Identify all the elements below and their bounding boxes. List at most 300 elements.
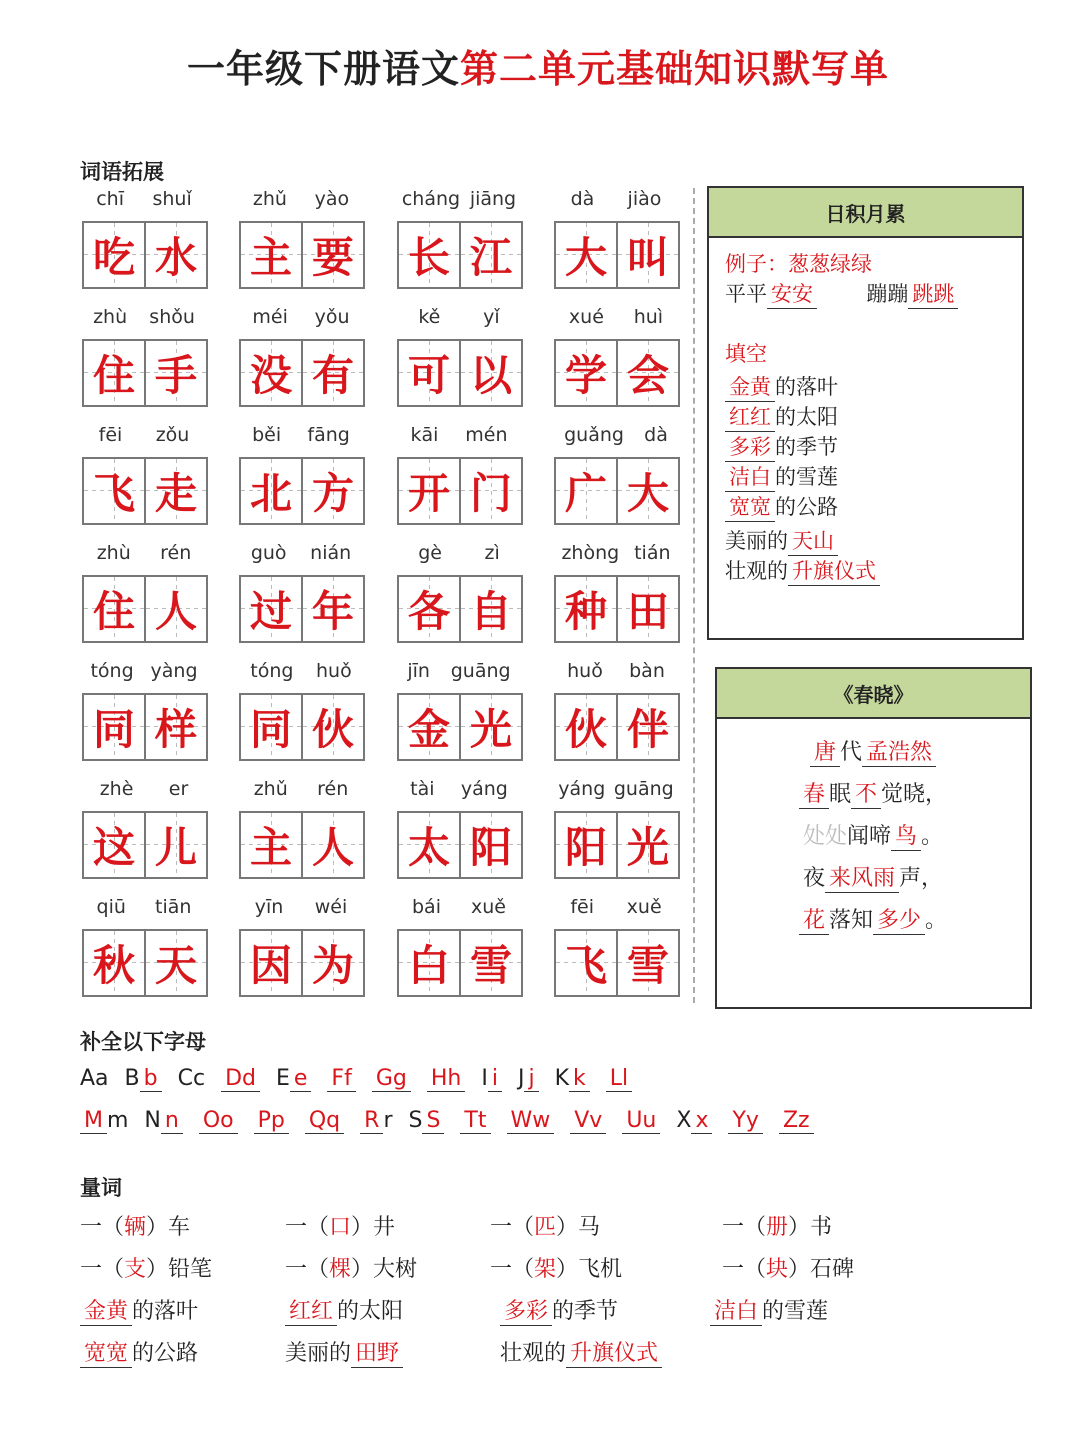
pinyin: [554, 424, 678, 450]
fill-answer: 多彩: [725, 431, 775, 462]
measure-post: ）铅笔: [146, 1257, 213, 1282]
hanzi: 雪: [459, 931, 521, 995]
word-cell: [554, 306, 678, 424]
word-cell: [397, 188, 521, 306]
fill-row-1: [80, 1294, 910, 1326]
pinyin: [554, 896, 678, 922]
pinyin-syllable: méi: [252, 306, 288, 328]
alpha-given: I: [481, 1066, 488, 1091]
fill-rest: 的落叶: [132, 1299, 199, 1324]
alphabet-pair: [427, 1066, 466, 1092]
pinyin-syllable: fēi: [570, 896, 594, 918]
pinyin: [397, 306, 521, 332]
measure-pre: 一（: [490, 1257, 535, 1282]
fill-rest: 的太阳: [775, 405, 838, 429]
alpha-given: Aa: [80, 1066, 109, 1091]
pinyin-syllable: yàng: [150, 660, 198, 682]
alpha-answer: Ll: [606, 1066, 632, 1092]
alpha-answer: Tt: [460, 1108, 490, 1134]
measure-post: ）车: [146, 1215, 191, 1240]
hanzi: 江: [459, 223, 521, 287]
hanzi: 光: [616, 813, 678, 877]
pinyin-syllable: tài: [410, 778, 435, 800]
tianzige-box: [397, 575, 523, 643]
riji-example: 例子：葱葱绿绿: [725, 252, 872, 276]
riji-tail-1: 美丽的 天山: [725, 525, 838, 556]
hanzi: 人: [301, 813, 363, 877]
hanzi: 吃: [84, 223, 144, 287]
pinyin-syllable: zhòng: [561, 542, 620, 564]
tianzige-box: [554, 811, 680, 879]
word-row: [82, 188, 687, 306]
hanzi: 伴: [616, 695, 678, 759]
word-grid: [82, 188, 687, 1003]
measure-pre: 一（: [722, 1215, 767, 1240]
poem-line-2: 处处闻啼 鸟 。: [717, 819, 1029, 851]
pinyin: [397, 424, 521, 450]
pinyin-syllable: zì: [484, 542, 500, 564]
tianzige-box: [82, 811, 208, 879]
measure-answer: 匹: [534, 1215, 557, 1240]
alphabet-pair: [622, 1108, 660, 1134]
pinyin-syllable: zǒu: [155, 424, 190, 446]
tianzige-box: [239, 339, 365, 407]
word-row: [82, 660, 687, 778]
pinyin-syllable: yīn: [254, 896, 284, 918]
pinyin-syllable: zhù: [96, 542, 131, 564]
poem-line-1: 春 眠 不 觉晓，: [717, 777, 1029, 809]
fill-answer: 金黄: [725, 371, 775, 402]
pinyin: [397, 778, 521, 804]
pinyin-syllable: wéi: [314, 896, 348, 918]
hanzi: 大: [616, 459, 678, 523]
tianzige-box: [554, 693, 680, 761]
poem-title: 《春晓》: [717, 669, 1030, 719]
pinyin-syllable: yáng: [558, 778, 606, 800]
hanzi: 住: [84, 341, 144, 405]
alphabet-pair: [305, 1108, 344, 1134]
pinyin: [239, 542, 363, 568]
word-cell: [82, 424, 206, 542]
word-row: [82, 542, 687, 660]
alpha-answer: Yy: [728, 1108, 762, 1134]
alphabet-pair: [144, 1108, 182, 1134]
measure-pre: 一（: [80, 1257, 125, 1282]
pinyin-syllable: chī: [96, 188, 125, 210]
tianzige-box: [239, 929, 365, 997]
hanzi: 会: [616, 341, 678, 405]
pinyin: [397, 896, 521, 922]
title-black: 一年级下册语文: [186, 46, 460, 91]
fill-row-2: 宽宽 的公路 美丽的 田野 壮观的 升旗仪式: [80, 1336, 662, 1368]
alpha-answer: j: [524, 1066, 538, 1092]
alpha-row-2: [80, 1108, 830, 1134]
riji-fill-item: [725, 431, 838, 462]
title-red: 第二单元基础知识默写单: [460, 46, 890, 91]
pinyin-syllable: zhè: [99, 778, 134, 800]
tianzige-box: [554, 457, 680, 525]
hanzi: 同: [84, 695, 144, 759]
word-cell: [82, 660, 206, 778]
hanzi: 长: [399, 223, 459, 287]
alpha-section-label: 补全以下字母: [80, 1030, 206, 1054]
fill-item: [80, 1294, 285, 1326]
alpha-given: Cc: [177, 1066, 206, 1091]
hanzi: 有: [301, 341, 363, 405]
alphabet-pair: [372, 1066, 411, 1092]
hanzi: 主: [241, 223, 301, 287]
alpha-answer: i: [488, 1066, 502, 1092]
tianzige-box: [397, 339, 523, 407]
pinyin-syllable: fāng: [307, 424, 350, 446]
hanzi: 为: [301, 931, 363, 995]
alphabet-pair: [555, 1066, 590, 1092]
pinyin-syllable: kāi: [410, 424, 439, 446]
word-cell: [82, 542, 206, 660]
pinyin-syllable: bàn: [629, 660, 665, 682]
hanzi: 广: [556, 459, 616, 523]
hanzi: 住: [84, 577, 144, 641]
pinyin-syllable: jīn: [407, 660, 430, 682]
hanzi: 北: [241, 459, 301, 523]
riji-fill-item: [725, 401, 838, 432]
word-cell: [82, 778, 206, 896]
hanzi: 可: [399, 341, 459, 405]
measure-post: ）马: [556, 1215, 601, 1240]
poem-panel: [715, 667, 1032, 1009]
hanzi: 大: [556, 223, 616, 287]
measure-item: [80, 1252, 285, 1283]
tianzige-box: [397, 811, 523, 879]
tianzige-box: [554, 221, 680, 289]
pinyin: [397, 542, 521, 568]
alpha-answer: Uu: [622, 1108, 660, 1134]
pinyin-syllable: xué: [568, 306, 604, 328]
fill-item: [710, 1294, 910, 1326]
alpha-answer: e: [290, 1066, 312, 1092]
word-cell: [397, 778, 521, 896]
alpha-given: X: [676, 1108, 692, 1133]
pinyin: [82, 424, 206, 450]
fill-rest: 的落叶: [775, 375, 838, 399]
pinyin: [82, 778, 206, 804]
pinyin-syllable: huǒ: [567, 660, 603, 682]
alphabet-pair: [570, 1108, 606, 1134]
poem-line-3: 夜 来风雨 声，: [717, 861, 1029, 893]
pinyin: [239, 424, 363, 450]
riji-fill-item: [725, 371, 838, 402]
pinyin-syllable: guò: [250, 542, 287, 564]
measure-item: [490, 1252, 722, 1283]
alpha-answer: Ww: [507, 1108, 555, 1134]
measure-answer: 棵: [329, 1257, 352, 1282]
pinyin-syllable: guāng: [450, 660, 511, 682]
hanzi: 没: [241, 341, 301, 405]
word-cell: [239, 542, 363, 660]
fill-rest: 的雪莲: [762, 1299, 829, 1324]
tianzige-box: [397, 929, 523, 997]
pinyin-syllable: guǎng: [564, 424, 624, 446]
tianzige-box: [239, 457, 365, 525]
alphabet-pair: [360, 1108, 392, 1134]
measure-item: [490, 1210, 722, 1241]
word-cell: [239, 424, 363, 542]
word-cell: [554, 424, 678, 542]
measure-section-label: 量词: [80, 1176, 122, 1200]
riji-title: 日积月累: [709, 188, 1022, 238]
hanzi: 白: [399, 931, 459, 995]
measure-answer: 口: [329, 1215, 352, 1240]
fill-answer: 多彩: [500, 1294, 552, 1326]
tianzige-box: [239, 221, 365, 289]
alphabet-pair: [125, 1066, 162, 1092]
measure-post: ）石碑: [788, 1257, 855, 1282]
measure-pre: 一（: [285, 1215, 330, 1240]
pinyin-syllable: yáng: [460, 778, 508, 800]
pinyin-syllable: er: [168, 778, 189, 800]
hanzi: 太: [399, 813, 459, 877]
word-cell: [554, 188, 678, 306]
pinyin-syllable: tóng: [90, 660, 134, 682]
hanzi: 阳: [459, 813, 521, 877]
pinyin-syllable: fēi: [98, 424, 123, 446]
word-cell: [239, 778, 363, 896]
pinyin-syllable: yào: [314, 188, 350, 210]
poem-line-4: 花 落知 多少 。: [717, 903, 1029, 935]
hanzi: 这: [84, 813, 144, 877]
hanzi: 学: [556, 341, 616, 405]
alphabet-pair: [460, 1108, 490, 1134]
alpha-answer: M: [80, 1108, 107, 1134]
alphabet-pair: [728, 1108, 762, 1134]
alpha-given: K: [554, 1066, 570, 1091]
alpha-answer: Zz: [779, 1108, 814, 1134]
hanzi: 方: [301, 459, 363, 523]
alphabet-pair: [276, 1066, 311, 1092]
fill-rest: 的季节: [552, 1299, 619, 1324]
tianzige-box: [239, 811, 365, 879]
tianzige-box: [82, 457, 208, 525]
hanzi: 走: [144, 459, 206, 523]
word-cell: [239, 188, 363, 306]
hanzi: 过: [241, 577, 301, 641]
alpha-answer: Oo: [199, 1108, 238, 1134]
word-cell: [554, 896, 678, 1014]
measure-post: ）井: [351, 1215, 396, 1240]
hanzi: 光: [459, 695, 521, 759]
alphabet-pair: [80, 1108, 128, 1134]
measure-item: [80, 1210, 285, 1241]
alpha-answer: Vv: [570, 1108, 606, 1134]
pinyin: [554, 660, 678, 686]
hanzi: 雪: [616, 931, 678, 995]
alpha-answer: Ff: [327, 1066, 355, 1092]
pinyin: [554, 188, 678, 214]
alpha-row-1: [80, 1066, 648, 1092]
pinyin-syllable: bái: [412, 896, 441, 918]
pinyin-syllable: tóng: [250, 660, 294, 682]
alpha-answer: x: [691, 1108, 712, 1134]
pinyin-syllable: yǐ: [483, 306, 500, 328]
pinyin: [239, 188, 363, 214]
pinyin-syllable: xuě: [626, 896, 662, 918]
hanzi: 年: [301, 577, 363, 641]
alpha-answer: Gg: [372, 1066, 411, 1092]
pinyin: [82, 896, 206, 922]
alpha-answer: S: [422, 1108, 444, 1134]
hanzi: 伙: [301, 695, 363, 759]
pinyin-syllable: nián: [310, 542, 352, 564]
word-row: [82, 306, 687, 424]
alpha-answer: k: [569, 1066, 590, 1092]
pinyin-syllable: guāng: [613, 778, 674, 800]
hanzi: 叫: [616, 223, 678, 287]
measure-row-1: [80, 1210, 922, 1241]
alphabet-pair: [779, 1108, 814, 1134]
measure-pre: 一（: [722, 1257, 767, 1282]
tianzige-box: [82, 929, 208, 997]
measure-answer: 架: [534, 1257, 557, 1282]
alphabet-pair: [221, 1066, 260, 1092]
hanzi: 以: [459, 341, 521, 405]
pinyin-syllable: dà: [570, 188, 595, 210]
word-cell: [82, 896, 206, 1014]
hanzi: 手: [144, 341, 206, 405]
hanzi: 天: [144, 931, 206, 995]
measure-answer: 辆: [124, 1215, 147, 1240]
alphabet-pair: [507, 1108, 555, 1134]
pinyin-syllable: rén: [317, 778, 349, 800]
pinyin-syllable: xuě: [471, 896, 506, 918]
fill-rest: 的太阳: [337, 1299, 404, 1324]
fill-answer: 宽宽: [725, 491, 775, 522]
word-cell: [397, 896, 521, 1014]
hanzi: 金: [399, 695, 459, 759]
alpha-given: S: [408, 1108, 423, 1133]
alphabet-pair: [178, 1066, 205, 1091]
words-section-label: 词语拓展: [80, 160, 164, 184]
word-cell: [397, 306, 521, 424]
alpha-given: N: [144, 1108, 161, 1133]
hanzi: 飞: [84, 459, 144, 523]
measure-row-2: [80, 1252, 922, 1283]
pinyin: [397, 188, 521, 214]
pinyin-syllable: cháng: [401, 188, 461, 210]
alphabet-pair: [606, 1066, 632, 1092]
pinyin-syllable: běi: [252, 424, 282, 446]
hanzi: 水: [144, 223, 206, 287]
word-row: [82, 896, 687, 1014]
hanzi: 飞: [556, 931, 616, 995]
alpha-answer: b: [140, 1066, 162, 1092]
pinyin-syllable: zhù: [93, 306, 128, 328]
pinyin-syllable: tiān: [155, 896, 192, 918]
pinyin: [82, 188, 206, 214]
measure-answer: 册: [766, 1215, 789, 1240]
fill-answer: 洁白: [725, 461, 775, 492]
tianzige-box: [239, 693, 365, 761]
hanzi: 田: [616, 577, 678, 641]
pinyin: [239, 778, 363, 804]
measure-post: ）大树: [351, 1257, 418, 1282]
pinyin: [554, 306, 678, 332]
word-cell: [554, 542, 678, 660]
word-cell: [239, 896, 363, 1014]
hanzi: 因: [241, 931, 301, 995]
pinyin: [239, 660, 363, 686]
alpha-answer: Dd: [221, 1066, 260, 1092]
measure-item: [722, 1210, 922, 1241]
word-row: [82, 778, 687, 896]
pinyin-syllable: jiào: [627, 188, 662, 210]
pinyin-syllable: shǒu: [149, 306, 195, 328]
measure-item: [285, 1252, 490, 1283]
pinyin: [397, 660, 521, 686]
alphabet-pair: [408, 1108, 444, 1134]
tianzige-box: [239, 575, 365, 643]
riji-fill-item: [725, 491, 838, 522]
pinyin-syllable: gè: [418, 542, 442, 564]
alphabet-pair: [481, 1066, 502, 1092]
pinyin-syllable: yǒu: [314, 306, 350, 328]
fill-item: [500, 1294, 710, 1326]
word-cell: [397, 424, 521, 542]
pinyin: [82, 542, 206, 568]
word-cell: [239, 306, 363, 424]
alphabet-pair: [327, 1066, 355, 1092]
alpha-given: r: [383, 1108, 393, 1133]
fill-answer: 洁白: [710, 1294, 762, 1326]
pinyin-syllable: huǒ: [316, 660, 352, 682]
alpha-given: B: [124, 1066, 140, 1091]
tianzige-box: [554, 339, 680, 407]
fill-rest: 的季节: [775, 435, 838, 459]
pinyin-syllable: mén: [465, 424, 508, 446]
word-row: [82, 424, 687, 542]
pinyin: [82, 306, 206, 332]
pinyin-syllable: huì: [633, 306, 664, 328]
hanzi: 种: [556, 577, 616, 641]
fill-rest: 的雪莲: [775, 465, 838, 489]
word-cell: [397, 660, 521, 778]
measure-pre: 一（: [80, 1215, 125, 1240]
fill-answer: 红红: [725, 401, 775, 432]
pinyin: [239, 306, 363, 332]
fill-rest: 的公路: [775, 495, 838, 519]
hanzi: 伙: [556, 695, 616, 759]
measure-pre: 一（: [285, 1257, 330, 1282]
alphabet-pair: [254, 1108, 289, 1134]
alpha-given: E: [275, 1066, 290, 1091]
tianzige-box: [82, 693, 208, 761]
pinyin-syllable: qiū: [96, 896, 126, 918]
measure-item: [285, 1210, 490, 1241]
riji-fill-item: [725, 461, 838, 492]
tianzige-box: [397, 693, 523, 761]
word-cell: [397, 542, 521, 660]
hanzi: 开: [399, 459, 459, 523]
alpha-answer: Hh: [427, 1066, 466, 1092]
tianzige-box: [397, 457, 523, 525]
measure-post: ）飞机: [556, 1257, 623, 1282]
pinyin-syllable: zhǔ: [252, 188, 287, 210]
word-cell: [239, 660, 363, 778]
hanzi: 同: [241, 695, 301, 759]
word-cell: [554, 778, 678, 896]
pinyin: [554, 778, 678, 804]
hanzi: 主: [241, 813, 301, 877]
riji-fill-label: 填空: [725, 342, 767, 366]
